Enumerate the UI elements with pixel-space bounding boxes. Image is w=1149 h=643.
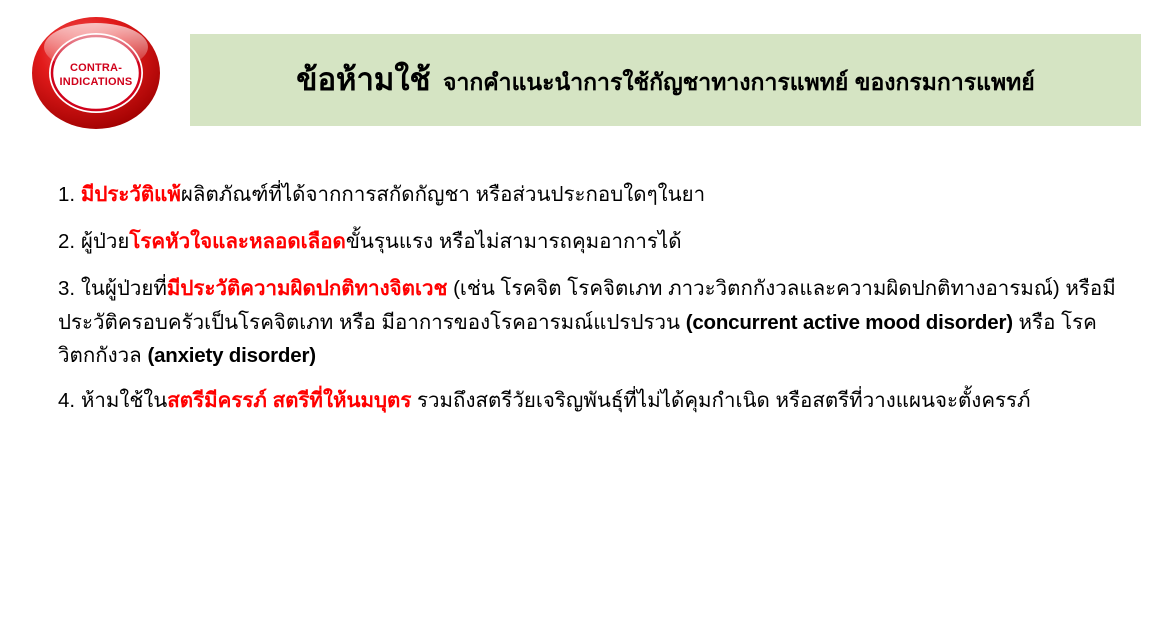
stamp-label-line2: INDICATIONS [59, 76, 133, 88]
list-item-english-term: (concurrent active mood disorder) [685, 310, 1013, 334]
page-subtitle: จากคำแนะนำการใช้กัญชาทางการแพทย์ ของกรมการแพทย์ [442, 68, 1035, 95]
list-item-highlight: มีประวัติแพ้ [80, 183, 181, 206]
list-item-text: ห้ามใช้ใน [80, 389, 168, 413]
list-item-number: 3. [58, 277, 76, 301]
stamp-label-line1: CONTRA- [69, 62, 123, 74]
list-item-text: รวมถึงสตรีวัยเจริญพันธุ์ที่ไม่ได้คุมกำเนิด หรือสตรีที่วางแผนจะตั้งครรภ์ [411, 389, 1031, 413]
list-item-text: (เช่น โรคจิต โรคจิตเภท ภาวะวิตกกังวลและความผิดปกติทางอารมณ์) หรือมีประวัติครอบครัวเป็นโรคจิตเภท หรือ มีอาการของโรคอารมณ์แปรปรวน [58, 277, 1116, 334]
list-item-number: 2. [58, 230, 76, 254]
list-item-text: ขั้นรุนแรง หรือไม่สามารถคุมอาการได้ [345, 230, 682, 254]
list-item-highlight: โรคหัวใจและหลอดเลือด [129, 230, 346, 254]
list-item-text: ผลิตภัณฑ์ที่ได้จากการสกัดกัญชา หรือส่วนประกอบใดๆในยา [180, 183, 706, 206]
contraindications-list [58, 178, 1118, 417]
list-item-highlight: สตรีมีครรภ์ สตรีที่ให้นมบุตร [167, 389, 412, 413]
list-item-english-term: (anxiety disorder) [147, 343, 316, 367]
contraindications-stamp-icon [30, 14, 162, 132]
list-item-highlight: มีประวัติความผิดปกติทางจิตเวช [166, 277, 448, 301]
list-item [58, 225, 1118, 258]
list-item [58, 272, 1118, 372]
list-item-text: ผู้ป่วย [80, 230, 130, 254]
page-title: ข้อห้ามใช้ [296, 61, 431, 97]
header-text-group [190, 34, 1141, 126]
list-item-number: 1. [58, 183, 76, 206]
list-item-text: หรือ โรควิตกกังวล [58, 310, 1097, 367]
list-item-number: 4. [58, 389, 76, 413]
list-item-text: ในผู้ป่วยที่ [80, 277, 167, 301]
list-item [58, 178, 1118, 211]
page-header [0, 0, 1149, 145]
list-item [58, 384, 1118, 417]
